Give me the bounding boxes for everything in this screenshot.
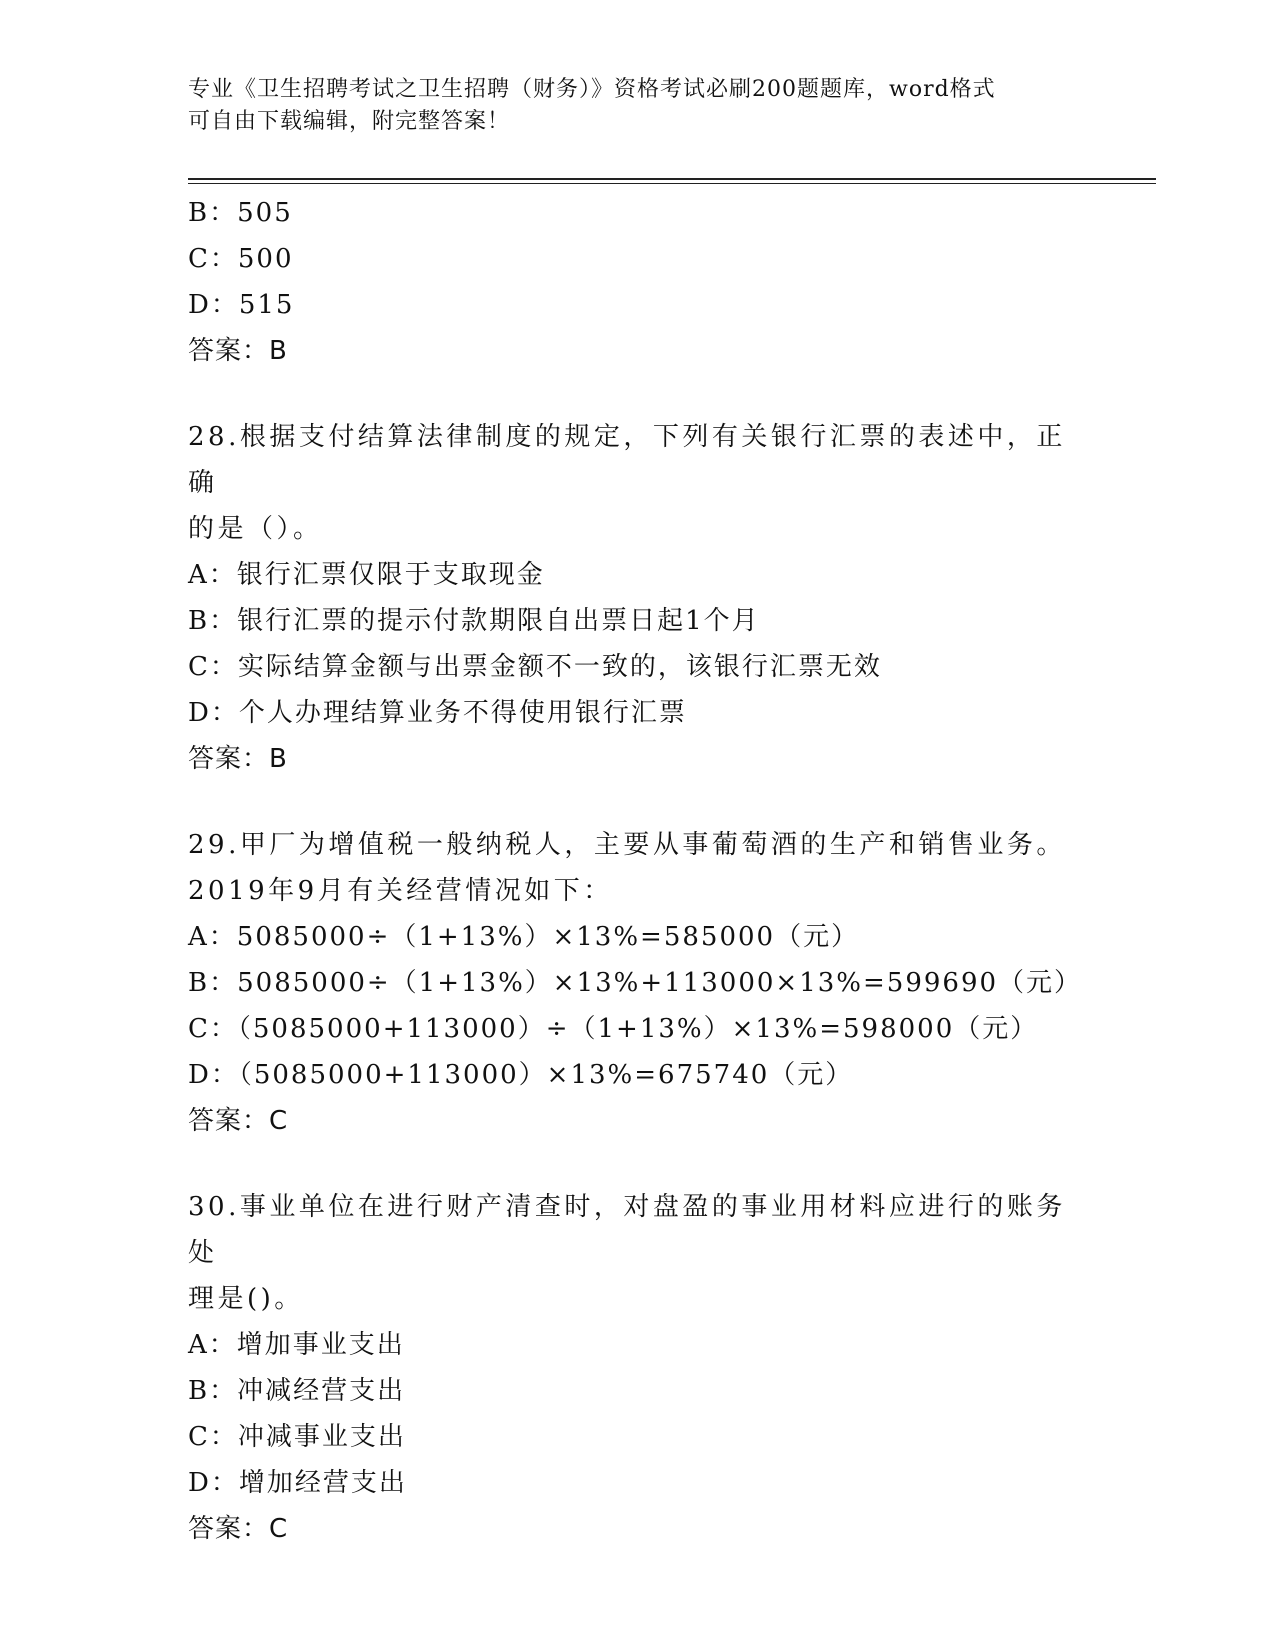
answer-line: 答案：C bbox=[188, 1106, 289, 1136]
question-stem-line-1: 28.根据支付结算法律制度的规定，下列有关银行汇票的表述中，正确 bbox=[188, 422, 1066, 498]
header-rule-thick bbox=[188, 178, 1156, 180]
option-c: C：实际结算金额与出票金额不一致的，该银行汇票无效 bbox=[188, 652, 882, 682]
option-c: C：（5085000+113000）÷（1+13%）×13%=598000（元） bbox=[188, 1014, 1039, 1044]
header-line-1: 专业《卫生招聘考试之卫生招聘（财务）》资格考试必刷200题题库，word格式 bbox=[188, 77, 996, 102]
answer-line: 答案：B bbox=[188, 336, 288, 366]
option-b: B：冲减经营支出 bbox=[188, 1376, 406, 1406]
question-stem-line-2: 的是（）。 bbox=[188, 514, 323, 544]
document-body bbox=[188, 190, 1088, 1552]
document-header bbox=[188, 74, 1088, 138]
option-c: C：500 bbox=[188, 244, 294, 274]
option-d: D：增加经营支出 bbox=[188, 1468, 407, 1498]
question-29 bbox=[188, 822, 1088, 1144]
question-stem bbox=[188, 822, 1088, 914]
prev-question-tail bbox=[188, 190, 1088, 374]
option-d: D：个人办理结算业务不得使用银行汇票 bbox=[188, 698, 687, 728]
question-30 bbox=[188, 1184, 1088, 1552]
question-stem-line-1: 29.甲厂为增值税一般纳税人，主要从事葡萄酒的生产和销售业务。 bbox=[188, 830, 1066, 860]
option-a: A：银行汇票仅限于支取现金 bbox=[188, 560, 545, 590]
answer-line: 答案：B bbox=[188, 744, 288, 774]
header-line-2: 可自由下载编辑，附完整答案！ bbox=[188, 109, 511, 134]
option-b: B：银行汇票的提示付款期限自出票日起1个月 bbox=[188, 606, 760, 636]
option-c: C：冲减事业支出 bbox=[188, 1422, 406, 1452]
option-d: D：（5085000+113000）×13%=675740（元） bbox=[188, 1060, 854, 1090]
option-b: B：5085000÷（1+13%）×13%+113000×13%=599690（元） bbox=[188, 968, 1083, 998]
option-a: A：增加事业支出 bbox=[188, 1330, 405, 1360]
option-a: A：5085000÷（1+13%）×13%=585000（元） bbox=[188, 922, 860, 952]
option-b: B：505 bbox=[188, 198, 293, 228]
question-stem-line-2: 理是()。 bbox=[188, 1284, 304, 1314]
question-stem-line-2: 2019年9月有关经营情况如下： bbox=[188, 876, 613, 906]
question-stem bbox=[188, 414, 1088, 552]
header-rule-thin bbox=[188, 183, 1156, 184]
option-d: D：515 bbox=[188, 290, 295, 320]
question-stem bbox=[188, 1184, 1088, 1322]
question-28 bbox=[188, 414, 1088, 782]
answer-line: 答案：C bbox=[188, 1514, 289, 1544]
question-stem-line-1: 30.事业单位在进行财产清查时，对盘盈的事业用材料应进行的账务处 bbox=[188, 1192, 1066, 1268]
